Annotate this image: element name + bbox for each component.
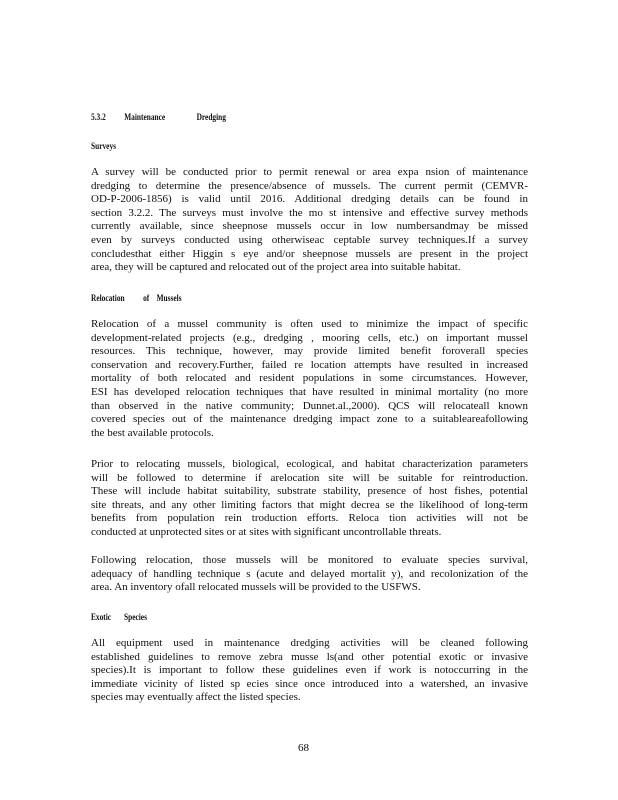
text-line: OD-P-2006-1856) is valid until 2016. Additional dredging details can be found in: [91, 193, 528, 206]
paragraph-surveys: [91, 166, 528, 275]
text-line: ESI has developed relocation techniques that have resulted in minimal mortality (no more: [91, 385, 528, 398]
text-line: than observed in the native community; Dunnet.al.,2000). QCS will relocateall known: [91, 399, 528, 412]
text-line: site threats, and any other limiting factors that might decrea se the likelihood of long-term: [91, 498, 528, 511]
text-line: dredging to determine the presence/absence of mussels. The current permit (CEMVR-: [91, 179, 528, 192]
text-line: will be followed to determine if arelocation site will be suitable for reintroduction.: [91, 471, 528, 484]
text-line: covered species out of the maintenance dredging impact zone to a suitableareafollowing: [91, 413, 528, 426]
text-line: area. An inventory ofall relocated mussels will be provided to the USFWS.: [91, 581, 421, 594]
subsection-heading-relocation: Relocation of Mussels: [91, 293, 182, 303]
text-line: adequacy of handling technique s (acute and delayed mortalit y), and recolonization of the: [91, 567, 528, 580]
text-line: conducted at unprotected sites or at sites with significant uncontrollable threats.: [91, 525, 442, 538]
text-line: Relocation of a mussel community is often used to minimize the impact of specific: [91, 318, 528, 330]
text-line: All equipment used in maintenance dredging activities will be cleaned following: [91, 637, 528, 649]
text-line: development-related projects (e.g., dredging , mooring cells, etc.) on important mussel: [91, 331, 528, 344]
text-line: resources. This technique, however, may provide limited benefit foroverall species: [91, 345, 528, 358]
page-number: 68: [298, 742, 309, 754]
text-line: species).It is important to follow these guidelines even if work is notoccurring in the: [91, 664, 528, 677]
text-line: section 3.2.2. The surveys must involve the mo st intensive and effective survey methods: [91, 206, 528, 219]
paragraph-exotic-species: [91, 637, 528, 705]
text-line: established guidelines to remove zebra musse ls(and other potential exotic or invasive: [91, 650, 528, 663]
subsection-heading-surveys: Surveys: [91, 141, 117, 151]
text-line: Following relocation, those mussels will be monitored to evaluate species survival,: [91, 554, 528, 566]
text-line: conservation and recovery.Further, failed re location attempts have resulted in increased: [91, 358, 528, 371]
text-line: Prior to relocating mussels, biological, ecological, and habitat characterization parameters: [91, 458, 528, 470]
text-line: concludesthat either Higgin s eye and/or sheepnose mussels are present in the project: [91, 247, 528, 260]
text-line: currently available, since sheepnose mussels occur in low numbersandmay be missed: [91, 220, 528, 233]
text-line: mortality of both relocated and resident populations in some circumstances. However,: [91, 372, 528, 385]
text-line: These will include habitat suitability, substrate stability, presence of host fishes, potential: [91, 485, 528, 498]
section-heading: 5.3.2 Maintenance Dredging: [91, 112, 226, 122]
paragraph-relocation-2: [91, 458, 528, 540]
paragraph-relocation-1: [91, 318, 528, 440]
text-line: even by surveys conducted using otherwiseac ceptable survey techniques.If a survey: [91, 233, 528, 246]
text-line: benefits from population rein troduction efforts. Reloca tion activities will not be: [91, 512, 528, 525]
subsection-heading-exotic-species: Exotic Species: [91, 612, 147, 622]
text-line: A survey will be conducted prior to permit renewal or area expa nsion of maintenance: [91, 166, 528, 178]
text-line: species may eventually affect the listed species.: [91, 691, 301, 704]
text-line: immediate vicinity of listed sp ecies since once introduced into a watershed, an invasive: [91, 677, 528, 690]
text-line: area, they will be captured and relocated out of the project area into suitable habitat.: [91, 261, 461, 274]
text-line: the best available protocols.: [91, 426, 214, 439]
paragraph-relocation-3: [91, 554, 528, 595]
